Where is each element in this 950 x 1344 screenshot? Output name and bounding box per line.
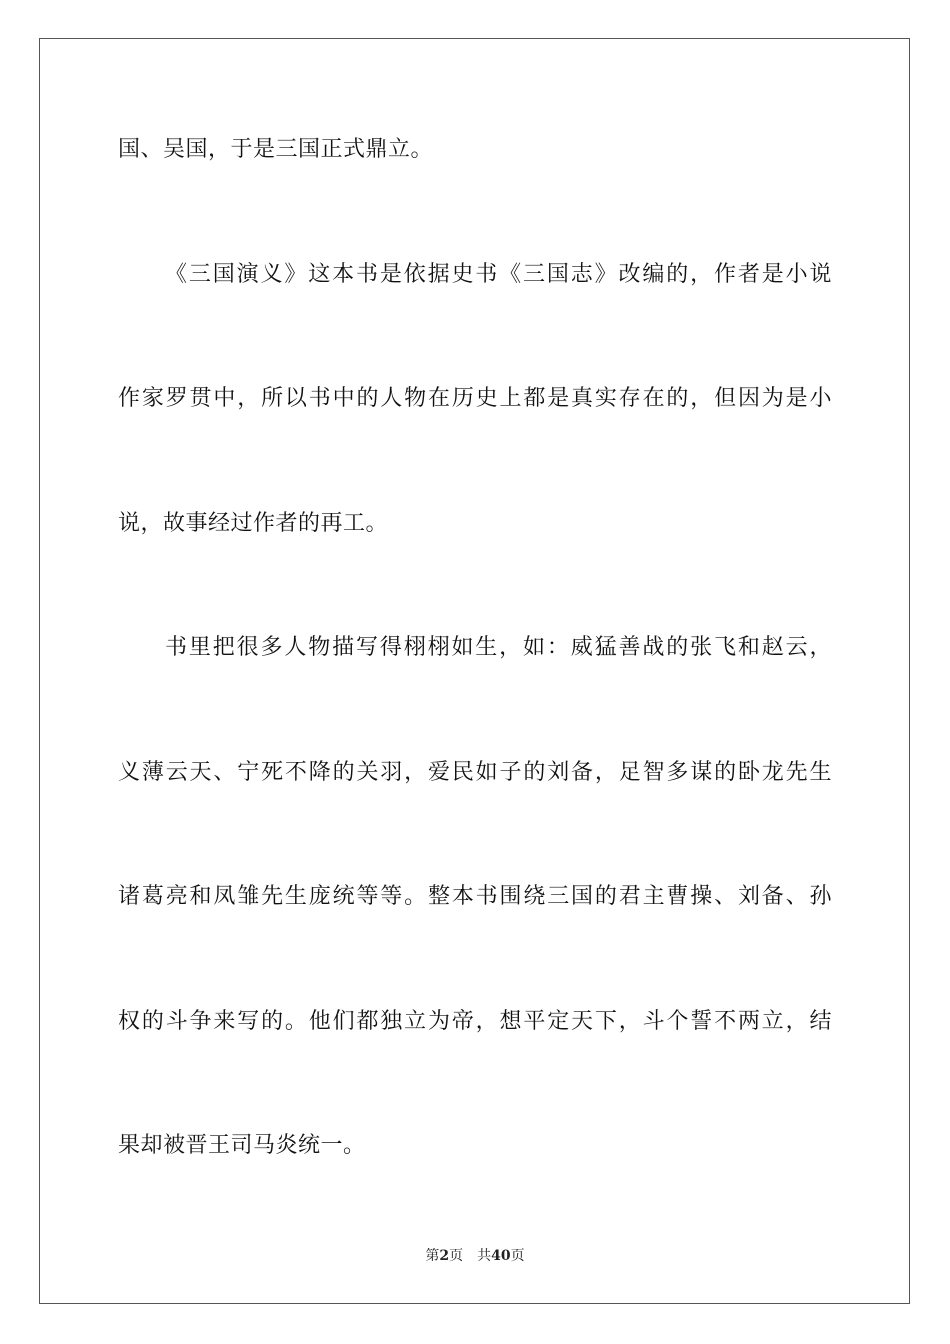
page-border	[39, 38, 910, 1304]
paragraph-line: 权的斗争来写的。他们都独立为帝，想平定天下，斗个誓不两立，结	[118, 1009, 832, 1034]
page-footer	[0, 1246, 950, 1266]
total-prefix: 共	[477, 1248, 492, 1264]
page-prefix: 第	[425, 1248, 440, 1264]
paragraph-line: 《三国演义》这本书是依据史书《三国志》改编的，作者是小说	[165, 262, 832, 287]
total-suffix: 页	[510, 1248, 525, 1264]
page-suffix: 页	[449, 1248, 464, 1264]
paragraph-line: 国、吴国，于是三国正式鼎立。	[118, 137, 434, 162]
paragraph-line: 书里把很多人物描写得栩栩如生，如：威猛善战的张飞和赵云，	[165, 635, 832, 660]
paragraph-line: 义薄云天、宁死不降的关羽，爱民如子的刘备，足智多谋的卧龙先生	[118, 760, 832, 785]
paragraph-line: 果却被晋王司马炎统一。	[118, 1133, 366, 1158]
page-number: 2	[439, 1248, 450, 1264]
paragraph-line: 说，故事经过作者的再工。	[118, 511, 389, 536]
paragraph-line: 作家罗贯中，所以书中的人物在历史上都是真实存在的，但因为是小	[118, 386, 832, 411]
paragraph-line: 诸葛亮和凤雏先生庞统等等。整本书围绕三国的君主曹操、刘备、孙	[118, 884, 832, 909]
total-pages: 40	[491, 1248, 511, 1264]
